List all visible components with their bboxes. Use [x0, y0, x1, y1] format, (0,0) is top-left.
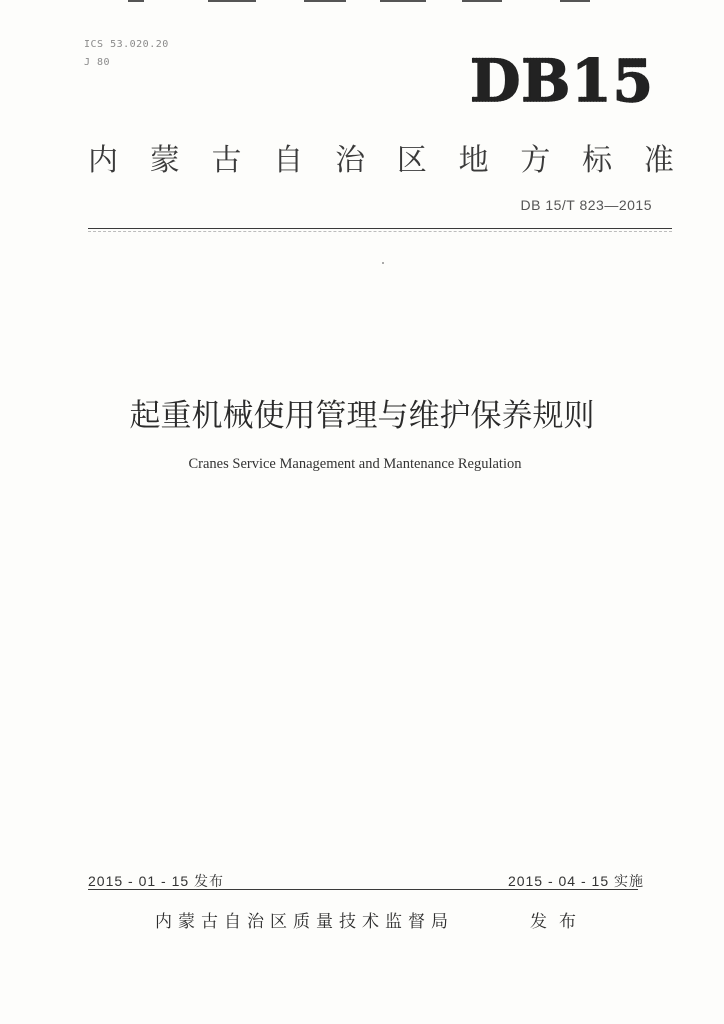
standard-number: DB 15/T 823—2015 — [520, 197, 652, 213]
ics-code: ICS 53.020.20 — [84, 39, 169, 50]
issuer-char: 蒙 — [149, 143, 180, 178]
document-title-en: Cranes Service Management and Mantenance Regulation — [188, 456, 522, 472]
issuer-char: 准 — [643, 143, 674, 178]
scan-speck — [382, 262, 384, 264]
header-divider-shadow — [88, 231, 672, 232]
issuer-char: 自 — [273, 143, 304, 178]
document-title-cn: 起重机械使用管理与维护保养规则 — [129, 398, 595, 434]
category-code: J 80 — [84, 57, 111, 68]
implement-date: 2015 - 04 - 15 实施 — [507, 873, 644, 889]
header-divider — [88, 228, 672, 229]
issuer-char: 区 — [396, 143, 427, 178]
publish-label: 发布 — [530, 912, 588, 932]
issuer-char: 治 — [335, 143, 366, 178]
issuer-char: 标 — [582, 143, 613, 178]
issue-date: 2015 - 01 - 15 发布 — [88, 873, 225, 889]
issuer-char: 内 — [88, 143, 118, 178]
db15-logo: DB15 — [469, 47, 654, 115]
issuer-char: 地 — [458, 143, 489, 178]
publisher-name: 内蒙古自治区质量技术监督局 — [155, 912, 454, 932]
classification-codes — [84, 36, 169, 72]
issuer-title — [88, 135, 674, 179]
issuer-char: 古 — [211, 143, 242, 178]
footer-divider — [88, 889, 638, 890]
issuer-char: 方 — [520, 143, 551, 178]
scan-edge-marks — [0, 0, 724, 4]
